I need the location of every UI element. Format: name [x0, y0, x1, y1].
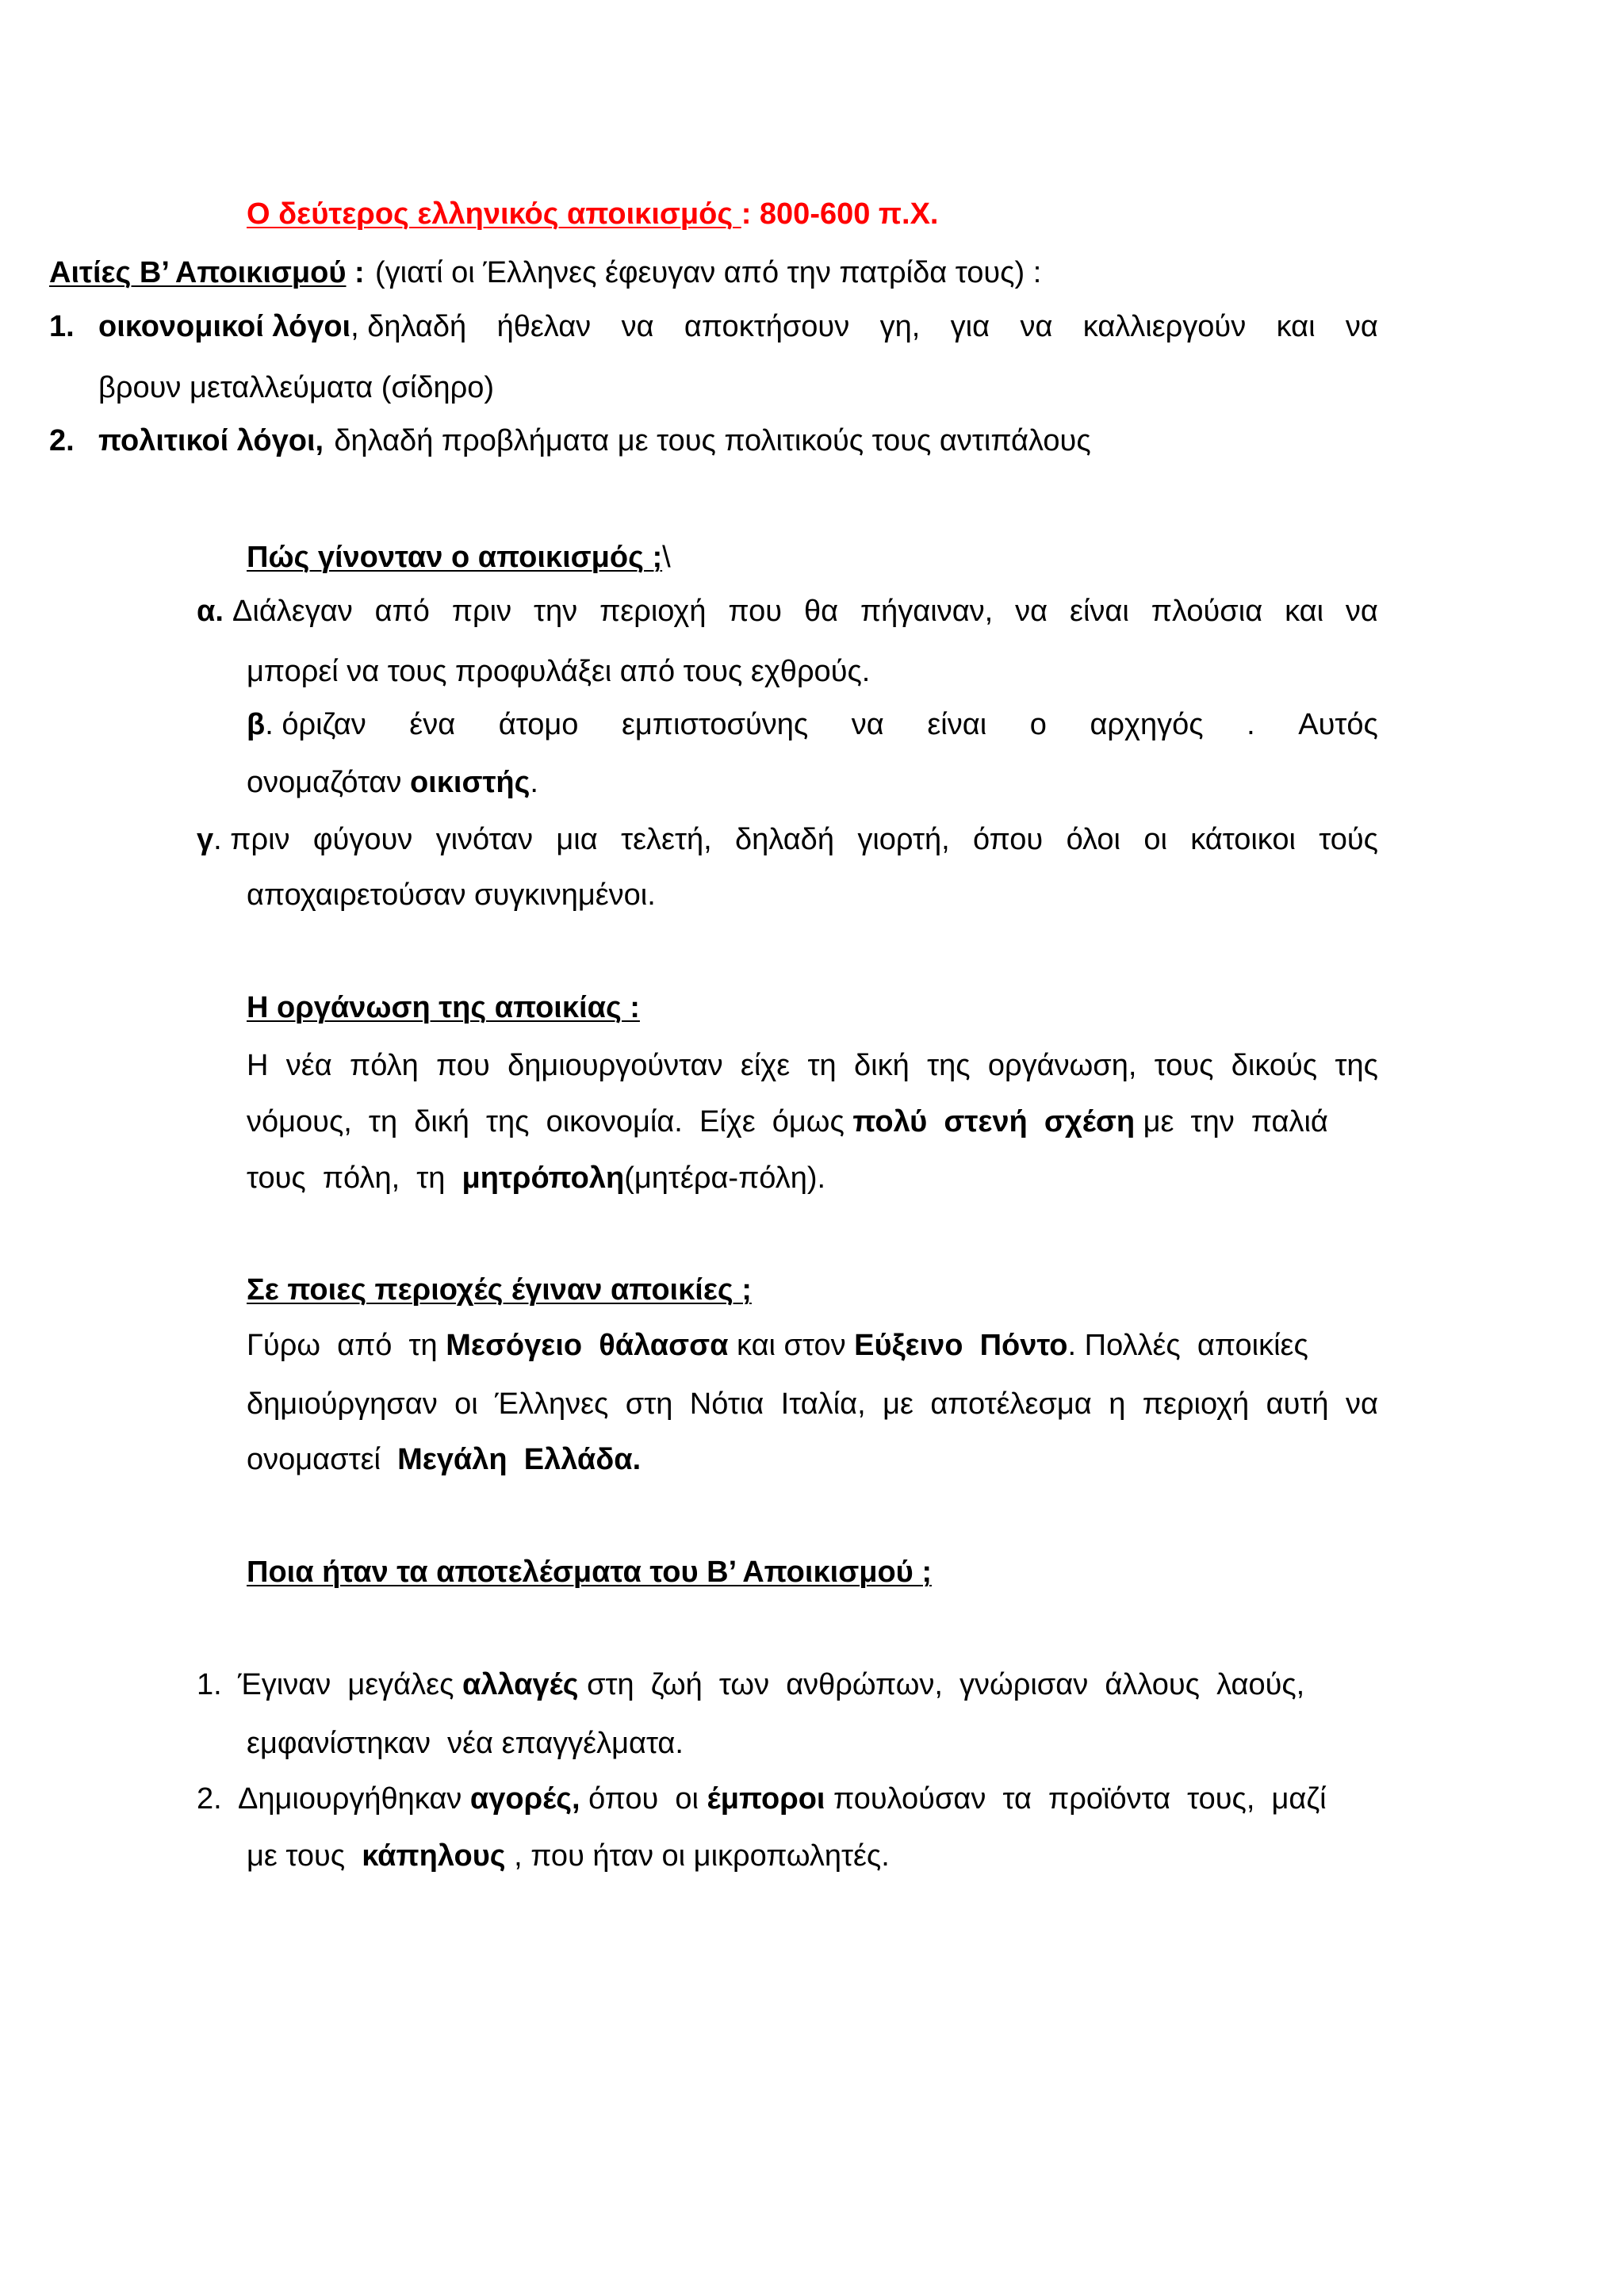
result-1-line-2: εμφανίστηκαν νέα επαγγέλματα.	[247, 1727, 684, 1760]
title-suffix: : 800-600 π.Χ.	[741, 197, 939, 231]
cause-2-number: 2.	[49, 424, 75, 457]
how-alpha-line-2: μπορεί να τους προφυλάξει από τους εχθρούς.	[247, 655, 871, 688]
mediterranean-term: Μεσόγειο θάλασσα	[446, 1329, 729, 1362]
how-beta-line-2: ονομαζόταν οικιστής.	[247, 766, 538, 799]
changes-term: αλλαγές	[462, 1668, 579, 1701]
organization-line-3: τους πόλη, τη μητρόπολη(μητέρα-πόλη).	[247, 1161, 826, 1195]
result-1-number: 1.	[197, 1668, 222, 1701]
how-beta-line-1: β. όριζαν ένα άτομο εμπιστοσύνης να είναι ο αρχηγός . Αυτός	[247, 708, 1378, 741]
cause-2-bold: πολιτικοί λόγοι,	[98, 424, 324, 457]
close-relation-term: πολύ στενή σχέση	[852, 1105, 1136, 1138]
organization-heading: Η οργάνωση της αποικίας :	[247, 991, 640, 1024]
causes-heading-rest: (γιατί οι Έλληνες έφευγαν από την πατρίδα τους) :	[375, 256, 1042, 289]
causes-heading-line	[49, 258, 1041, 288]
how-gamma-marker: γ	[197, 823, 214, 856]
regions-line-3: ονομαστεί Μεγάλη Ελλάδα.	[247, 1443, 642, 1476]
regions-heading: Σε ποιες περιοχές έγιναν αποικίες ;	[247, 1273, 752, 1307]
how-gamma-line-1: γ. πριν φύγουν γινόταν μια τελετή, δηλαδή γιορτή, όπου όλοι οι κάτοικοι τούς	[197, 823, 1378, 856]
how-alpha-marker: α.	[197, 595, 224, 628]
organization-line-2: νόμους, τη δική της οικονομία. Είχε όμως πολύ στενή σχέση με την παλιά	[247, 1105, 1328, 1138]
cause-2-rest: δηλαδή προβλήματα με τους πολιτικούς τους αντιπάλους	[334, 424, 1091, 457]
magna-graecia-term: Μεγάλη Ελλάδα.	[397, 1443, 642, 1476]
how-heading: Πώς γίνονταν ο αποικισμός ;	[247, 541, 663, 574]
causes-heading: Αιτίες Β’ Αποικισμού	[49, 256, 347, 289]
results-heading: Ποια ήταν τα αποτελέσματα του Β’ Αποικισμού ;	[247, 1556, 932, 1589]
cause-1-line-1: οικονομικοί λόγοι, δηλαδή ήθελαν να αποκτήσουν γη, για να καλλιεργούν και να	[98, 310, 1378, 343]
regions-line-1: Γύρω από τη Μεσόγειο θάλασσα και στον Εύξεινο Πόντο. Πολλές αποικίες	[247, 1329, 1308, 1362]
cause-1-bold: οικονομικοί λόγοι	[98, 310, 351, 343]
how-alpha-line-1: Διάλεγαν από πριν την περιοχή που θα πήγαιναν, να είναι πλούσια και να	[232, 595, 1378, 628]
result-1-line-1: Έγιναν μεγάλες αλλαγές στη ζωή των ανθρώπων, γνώρισαν άλλους λαούς,	[238, 1668, 1305, 1701]
document-title	[247, 199, 938, 229]
how-beta-marker: β	[247, 708, 266, 741]
organization-line-1: Η νέα πόλη που δημιουργούνταν είχε τη δική της οργάνωση, τους δικούς της	[247, 1049, 1378, 1082]
result-2-line-1: Δημιουργήθηκαν αγορές, όπου οι έμποροι πουλούσαν τα προϊόντα τους, μαζί	[238, 1782, 1327, 1816]
causes-heading-colon: :	[346, 256, 365, 289]
result-2-number: 2.	[197, 1782, 222, 1816]
markets-term: αγορές,	[469, 1782, 580, 1816]
oikistis-term: οικιστής	[409, 766, 530, 799]
merchants-term: έμποροι	[707, 1782, 825, 1816]
cause-1-line-2: βρουν μεταλλεύματα (σίδηρο)	[98, 371, 495, 404]
kapiloi-term: κάπηλους	[362, 1839, 506, 1873]
how-gamma-line-2: αποχαιρετούσαν συγκινημένοι.	[247, 878, 656, 912]
cause-2-line	[98, 426, 1091, 456]
title-main: Ο δεύτερος ελληνικός αποικισμός	[247, 197, 741, 231]
how-heading-tail: \	[662, 541, 671, 574]
cause-1-number: 1.	[49, 310, 75, 343]
metropoli-term: μητρόπολη	[462, 1161, 625, 1195]
how-heading-line	[247, 542, 671, 572]
euxine-term: Εύξεινο Πόντο	[854, 1329, 1068, 1362]
result-2-line-2: με τους κάπηλους , που ήταν οι μικροπωλητές.	[247, 1839, 890, 1873]
regions-line-2: δημιούργησαν οι Έλληνες στη Νότια Ιταλία, με αποτέλεσμα η περιοχή αυτή να	[247, 1387, 1378, 1421]
